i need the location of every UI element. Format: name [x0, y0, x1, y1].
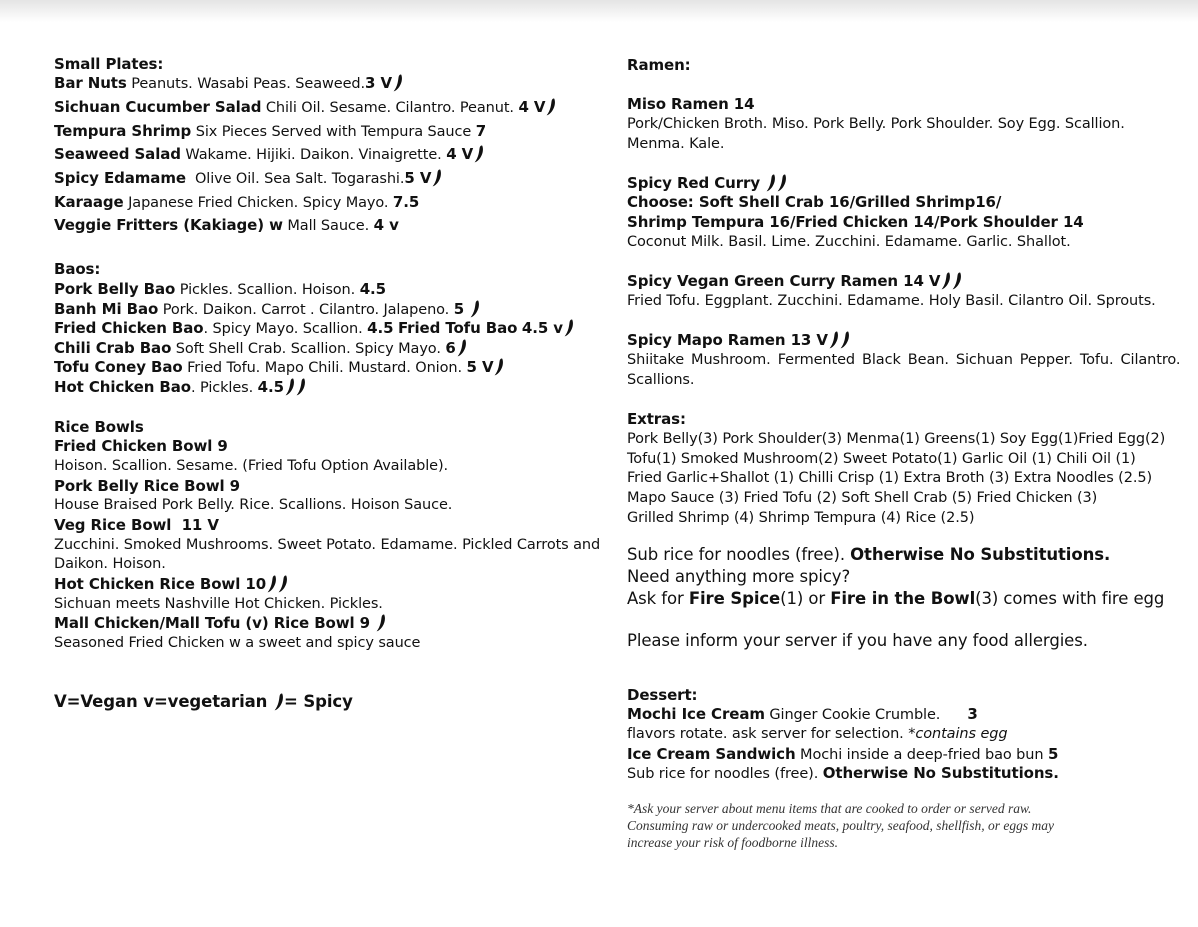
- allergy-note: Please inform your server if you have any food allergies.: [627, 631, 1088, 650]
- chili-pepper-icon: [432, 169, 442, 187]
- chili-pepper-icon: [470, 300, 480, 318]
- chili-pepper-icon: [274, 693, 284, 711]
- fire-spice-note: Ask for Fire Spice(1) or Fire in the Bowl(3) comes with fire egg: [627, 589, 1165, 608]
- menu-item-spicy-edamame: Spicy Edamame Olive Oil. Sea Salt. Togarashi.5 V: [54, 169, 442, 189]
- ramen-heading: Ramen:: [627, 56, 691, 74]
- menu-item-hot-chicken-bao: Hot Chicken Bao. Pickles. 4.5: [54, 378, 306, 398]
- extras-line: Mapo Sauce (3) Fried Tofu (2) Soft Shell Crab (5) Fried Chicken (3): [627, 490, 1098, 506]
- rice-bowls-heading: Rice Bowls: [54, 418, 144, 436]
- red-curry-choose-1: Choose: Soft Shell Crab 16/Grilled Shrimp16/: [627, 193, 1002, 211]
- mapo-ramen-title: Spicy Mapo Ramen 13 V: [627, 331, 850, 351]
- chili-pepper-icon: [941, 272, 951, 290]
- chili-pepper-icon: [494, 358, 504, 376]
- chili-pepper-icon: [267, 575, 277, 593]
- menu-item-seaweed-salad: Seaweed Salad Wakame. Hijiki. Daikon. Vinaigrette. 4 V: [54, 145, 484, 165]
- page-top-shadow: [0, 0, 1198, 22]
- veg-rice-bowl-title: Veg Rice Bowl 11 V: [54, 516, 219, 534]
- chili-pepper-icon: [766, 174, 776, 192]
- green-curry-desc: Fried Tofu. Eggplant. Zucchini. Edamame. Holy Basil. Cilantro Oil. Sprouts.: [627, 293, 1156, 309]
- raw-food-disclaimer: [627, 800, 1127, 851]
- miso-ramen-title: Miso Ramen 14: [627, 95, 755, 113]
- disclaimer-line: *Ask your server about menu items that are cooked to order or served raw.: [627, 801, 1032, 816]
- miso-ramen-desc-2: Menma. Kale.: [627, 136, 725, 152]
- green-curry-title: Spicy Vegan Green Curry Ramen 14 V: [627, 272, 962, 292]
- menu-item-pork-belly-bao: Pork Belly Bao Pickles. Scallion. Hoison. 4.5: [54, 280, 386, 298]
- dessert-substitution-note: Sub rice for noodles (free). Otherwise No Substitutions.: [627, 764, 1059, 782]
- legend: V=Vegan v=vegetarian = Spicy: [54, 692, 353, 711]
- chili-pepper-icon: [952, 272, 962, 290]
- extras-line: Tofu(1) Smoked Mushroom(2) Sweet Potato(1) Garlic Oil (1) Chili Oil (1): [627, 451, 1136, 467]
- menu-item-chili-crab-bao: Chili Crab Bao Soft Shell Crab. Scallion. Spicy Mayo. 6: [54, 339, 467, 359]
- small-plates-heading: Small Plates:: [54, 55, 164, 73]
- mapo-ramen-desc-2: Scallions.: [627, 372, 695, 388]
- menu-item-banh-mi-bao: Banh Mi Bao Pork. Daikon. Carrot . Cilantro. Jalapeno. 5: [54, 300, 480, 320]
- menu-item-tofu-coney-bao: Tofu Coney Bao Fried Tofu. Mapo Chili. Mustard. Onion. 5 V: [54, 358, 504, 378]
- chili-pepper-icon: [840, 331, 850, 349]
- chili-pepper-icon: [777, 174, 787, 192]
- red-curry-desc: Coconut Milk. Basil. Lime. Zucchini. Edamame. Garlic. Shallot.: [627, 234, 1071, 250]
- dessert-heading: Dessert:: [627, 686, 698, 704]
- veg-rice-bowl-desc-2: Daikon. Hoison.: [54, 556, 166, 572]
- hot-chicken-rice-bowl-title: Hot Chicken Rice Bowl 10: [54, 575, 288, 595]
- mall-chicken-rice-bowl-desc: Seasoned Fried Chicken w a sweet and spicy sauce: [54, 635, 421, 651]
- chili-pepper-icon: [474, 145, 484, 163]
- chili-pepper-icon: [829, 331, 839, 349]
- extras-line: Pork Belly(3) Pork Shoulder(3) Menma(1) Greens(1) Soy Egg(1)Fried Egg(2): [627, 431, 1166, 447]
- fried-chicken-bowl-desc: Hoison. Scallion. Sesame. (Fried Tofu Option Available).: [54, 458, 449, 474]
- menu-item-bar-nuts: Bar Nuts Peanuts. Wasabi Peas. Seaweed.3 V: [54, 74, 403, 94]
- mochi-note: flavors rotate. ask server for selection. *contains egg: [627, 726, 1008, 742]
- chili-pepper-icon: [285, 378, 295, 396]
- chili-pepper-icon: [278, 575, 288, 593]
- chili-pepper-icon: [564, 319, 574, 337]
- extras-line: Fried Garlic+Shallot (1) Chilli Crisp (1) Extra Broth (3) Extra Noodles (2.5): [627, 470, 1153, 486]
- hot-chicken-rice-bowl-desc: Sichuan meets Nashville Hot Chicken. Pickles.: [54, 596, 383, 612]
- substitution-note: Sub rice for noodles (free). Otherwise No Substitutions.: [627, 545, 1111, 564]
- chili-pepper-icon: [376, 614, 386, 632]
- spicy-question: Need anything more spicy?: [627, 567, 851, 586]
- ice-cream-sandwich: Ice Cream Sandwich Mochi inside a deep-fried bao bun 5: [627, 745, 1059, 763]
- pork-belly-bowl-title: Pork Belly Rice Bowl 9: [54, 477, 240, 495]
- chili-pepper-icon: [393, 74, 403, 92]
- extras-line: Grilled Shrimp (4) Shrimp Tempura (4) Rice (2.5): [627, 510, 975, 526]
- disclaimer-line: Consuming raw or undercooked meats, poultry, seafood, shellfish, or eggs may: [627, 818, 1054, 833]
- pork-belly-bowl-desc: House Braised Pork Belly. Rice. Scallions. Hoison Sauce.: [54, 497, 453, 513]
- mochi-ice-cream: Mochi Ice Cream Ginger Cookie Crumble. 3: [627, 705, 978, 723]
- menu-item-tempura-shrimp: Tempura Shrimp Six Pieces Served with Tempura Sauce 7: [54, 122, 487, 140]
- red-curry-choose-2: Shrimp Tempura 16/Fried Chicken 14/Pork Shoulder 14: [627, 213, 1084, 231]
- mapo-ramen-desc-1: Shiitake Mushroom. Fermented Black Bean. Sichuan Pepper. Tofu. Cilantro.: [627, 352, 1181, 368]
- menu-item-sichuan-cucumber-salad: Sichuan Cucumber Salad Chili Oil. Sesame. Cilantro. Peanut. 4 V: [54, 98, 556, 118]
- chili-pepper-icon: [457, 339, 467, 357]
- chili-pepper-icon: [296, 378, 306, 396]
- chili-pepper-icon: [546, 98, 556, 116]
- mall-chicken-rice-bowl-title: Mall Chicken/Mall Tofu (v) Rice Bowl 9: [54, 614, 386, 634]
- menu-item-fried-chicken-bao: Fried Chicken Bao. Spicy Mayo. Scallion. 4.5 Fried Tofu Bao 4.5 v: [54, 319, 574, 339]
- extras-heading: Extras:: [627, 410, 686, 428]
- miso-ramen-desc-1: Pork/Chicken Broth. Miso. Pork Belly. Pork Shoulder. Soy Egg. Scallion.: [627, 116, 1125, 132]
- fried-chicken-bowl-title: Fried Chicken Bowl 9: [54, 437, 228, 455]
- disclaimer-line: increase your risk of foodborne illness.: [627, 835, 838, 850]
- veg-rice-bowl-desc-1: Zucchini. Smoked Mushrooms. Sweet Potato. Edamame. Pickled Carrots and: [54, 537, 601, 553]
- spicy-red-curry-title: Spicy Red Curry: [627, 174, 787, 194]
- menu-item-veggie-fritters: Veggie Fritters (Kakiage) w Mall Sauce. 4 v: [54, 216, 399, 234]
- menu-item-karaage: Karaage Japanese Fried Chicken. Spicy Mayo. 7.5: [54, 193, 420, 211]
- baos-heading: Baos:: [54, 260, 101, 278]
